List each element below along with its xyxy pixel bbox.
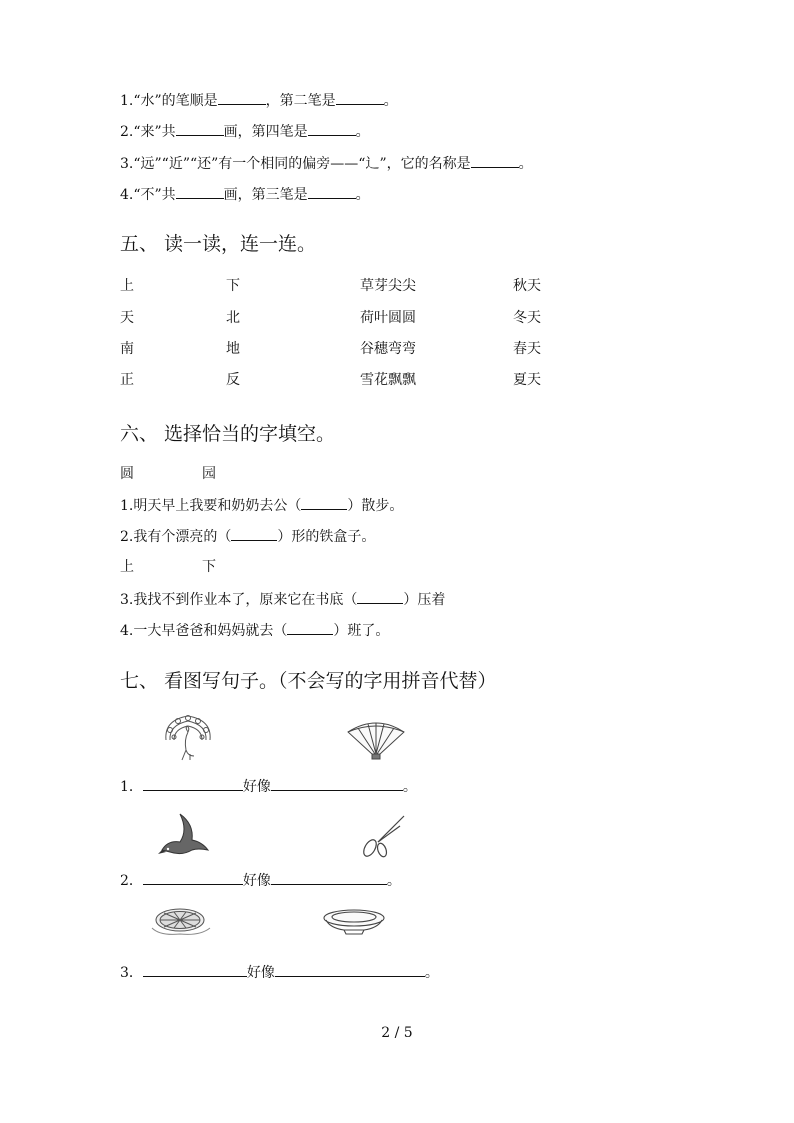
- row-number: 3．: [120, 965, 143, 981]
- answer-blank[interactable]: [143, 777, 243, 791]
- question-text: ）班了。: [333, 623, 390, 639]
- question-text: ）形的铁盒子。: [277, 529, 376, 545]
- section-title-7: 七、 看图写句子。（不会写的字用拼音代替）: [120, 670, 497, 692]
- match-word[interactable]: 正: [120, 372, 134, 388]
- question-text: 画，第四笔是: [223, 124, 308, 140]
- row-text: 。: [402, 779, 417, 795]
- answer-blank[interactable]: [275, 963, 425, 977]
- fill-question-3: [120, 154, 533, 173]
- answer-blank[interactable]: [176, 185, 224, 199]
- question-text: ）压着: [403, 592, 446, 608]
- choice-question-3: [120, 590, 445, 609]
- orange-slice-icon: [150, 904, 212, 938]
- match-word[interactable]: 北: [226, 310, 240, 326]
- row-text: 。: [386, 873, 401, 889]
- match-word[interactable]: 荷叶圆圆: [360, 310, 416, 326]
- match-word[interactable]: 草芽尖尖: [360, 278, 416, 294]
- sentence-row-3: [120, 963, 439, 982]
- row-number: 1．: [120, 779, 143, 795]
- match-word[interactable]: 秋天: [513, 278, 541, 294]
- section-title-6: 六、 选择恰当的字填空。: [120, 423, 336, 445]
- sentence-row-1: [120, 777, 417, 796]
- match-word[interactable]: 谷穗弯弯: [360, 341, 416, 357]
- fill-question-2: [120, 122, 370, 141]
- match-word[interactable]: 南: [120, 341, 134, 357]
- answer-blank[interactable]: [176, 122, 224, 136]
- choice-char: 圆: [120, 466, 134, 482]
- match-word[interactable]: 上: [120, 278, 134, 294]
- answer-blank[interactable]: [357, 590, 403, 604]
- question-text: 1.明天早上我要和奶奶去公（: [120, 498, 302, 514]
- match-word[interactable]: 雪花飘飘: [360, 372, 416, 388]
- match-word[interactable]: 冬天: [513, 310, 541, 326]
- question-text: 。: [355, 187, 370, 203]
- match-word[interactable]: 天: [120, 310, 134, 326]
- question-text: 2.“来”共: [120, 124, 176, 140]
- question-text: 3.“远”“近”“还”有一个相同的偏旁——“辶”，它的名称是: [120, 156, 471, 172]
- swallow-icon: [158, 810, 210, 858]
- fill-question-4: [120, 185, 370, 204]
- question-text: 。: [355, 124, 370, 140]
- question-text: 。: [518, 156, 533, 172]
- answer-blank[interactable]: [231, 527, 277, 541]
- answer-blank[interactable]: [336, 91, 384, 105]
- answer-blank[interactable]: [143, 871, 243, 885]
- question-text: 4.一大早爸爸和妈妈就去（: [120, 623, 288, 639]
- answer-blank[interactable]: [301, 496, 347, 510]
- answer-blank[interactable]: [287, 621, 333, 635]
- question-text: 2.我有个漂亮的（: [120, 529, 232, 545]
- sentence-row-2: [120, 871, 401, 890]
- plate-icon: [322, 906, 386, 936]
- choice-question-1: [120, 496, 403, 515]
- answer-blank[interactable]: [308, 122, 356, 136]
- row-text: 好像: [242, 873, 271, 889]
- match-word[interactable]: 地: [226, 341, 240, 357]
- fill-question-1: [120, 91, 398, 110]
- question-text: ，第二笔是: [265, 93, 336, 109]
- scissors-icon: [356, 812, 408, 858]
- match-word[interactable]: 夏天: [513, 372, 541, 388]
- choice-question-2: [120, 527, 375, 546]
- peacock-icon: [160, 710, 216, 762]
- choice-char: 下: [202, 559, 216, 575]
- choice-char: 园: [202, 466, 216, 482]
- question-text: 3.我找不到作业本了，原来它在书底（: [120, 592, 358, 608]
- page-number: 2 / 5: [381, 1025, 413, 1041]
- match-word[interactable]: 春天: [513, 341, 541, 357]
- question-text: 1.“水”的笔顺是: [120, 93, 218, 109]
- answer-blank[interactable]: [271, 777, 403, 791]
- row-text: 。: [424, 965, 439, 981]
- choice-char: 上: [120, 559, 134, 575]
- question-text: 。: [383, 93, 398, 109]
- row-text: 好像: [246, 965, 275, 981]
- question-text: ）散步。: [347, 498, 404, 514]
- question-text: 画，第三笔是: [223, 187, 308, 203]
- answer-blank[interactable]: [471, 154, 519, 168]
- fan-icon: [344, 718, 408, 762]
- answer-blank[interactable]: [271, 871, 387, 885]
- match-word[interactable]: 反: [226, 372, 240, 388]
- match-word[interactable]: 下: [226, 278, 240, 294]
- choice-question-4: [120, 621, 389, 640]
- row-text: 好像: [242, 779, 271, 795]
- answer-blank[interactable]: [308, 185, 356, 199]
- question-text: 4.“不”共: [120, 187, 176, 203]
- answer-blank[interactable]: [218, 91, 266, 105]
- row-number: 2．: [120, 873, 143, 889]
- answer-blank[interactable]: [143, 963, 247, 977]
- section-title-5: 五、 读一读，连一连。: [120, 233, 317, 255]
